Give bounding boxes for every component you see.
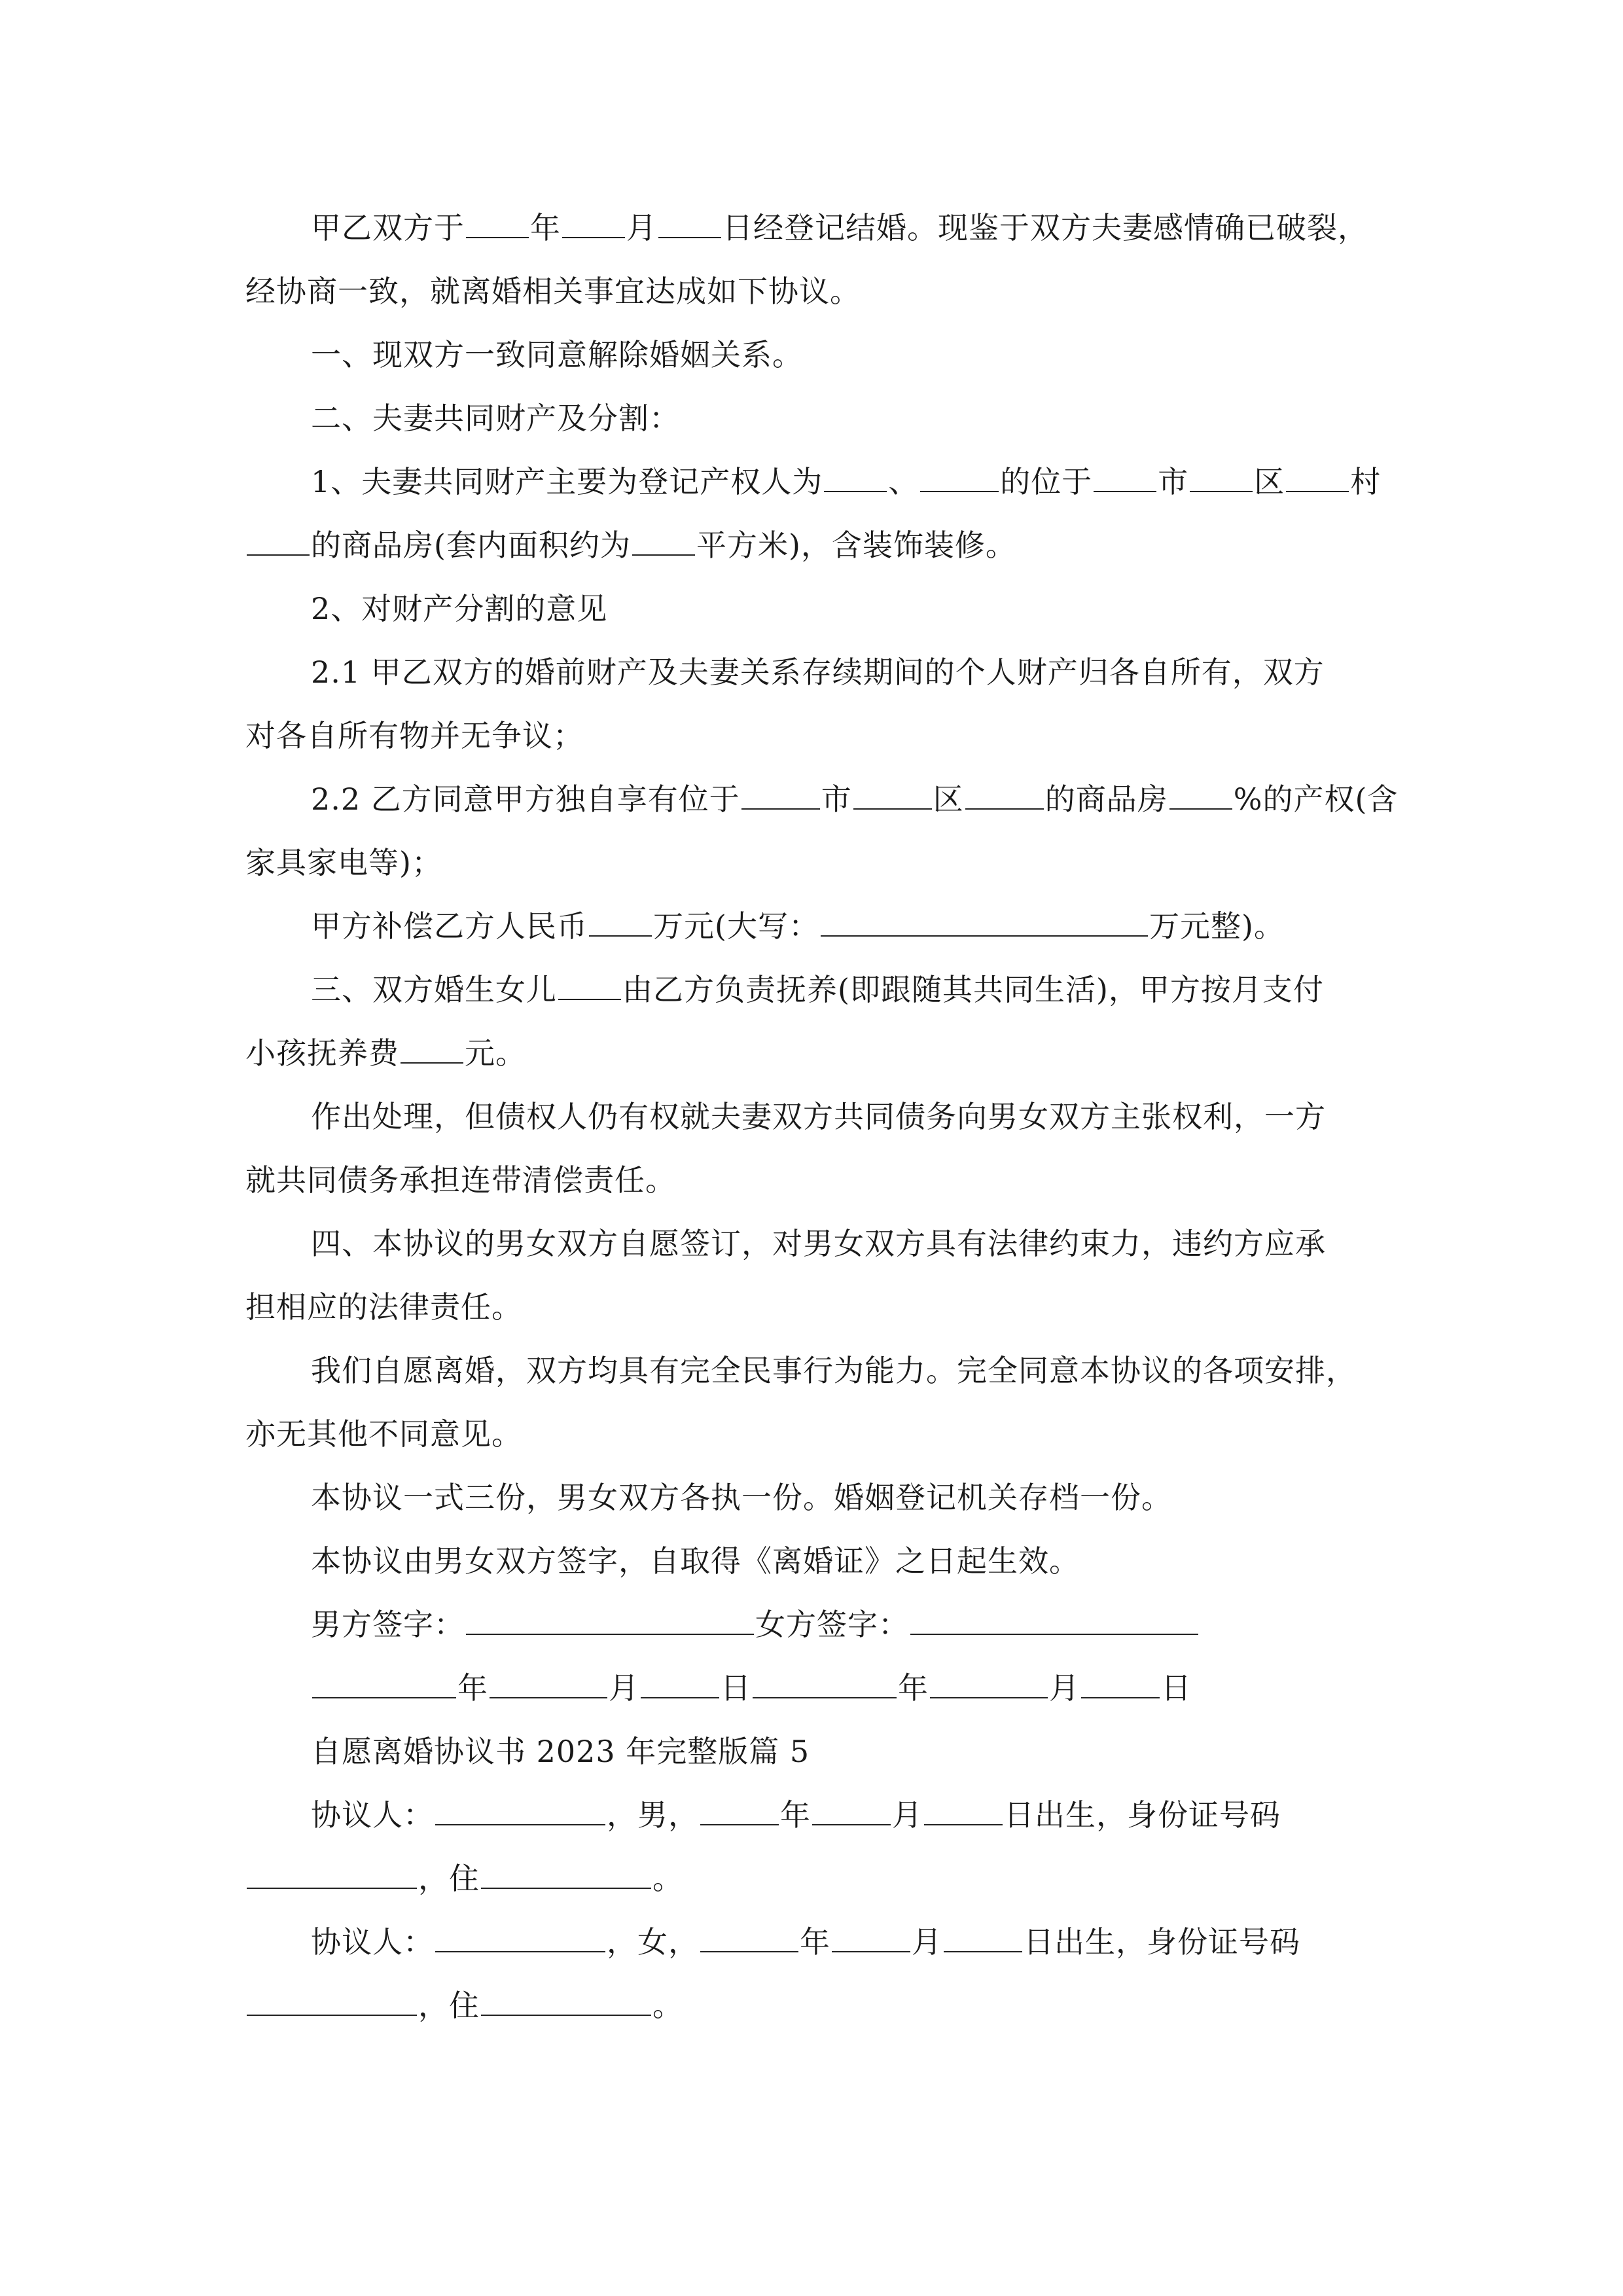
clause-one: 一、现双方一致同意解除婚姻关系。 xyxy=(311,337,803,372)
blank-day-2 xyxy=(1081,1670,1160,1698)
blank-birth-year xyxy=(700,1797,779,1825)
blank-birth-month xyxy=(812,1797,891,1825)
text: 年 xyxy=(780,1797,811,1833)
blank-id xyxy=(247,1861,417,1889)
paragraph-line: 经协商一致，就离婚相关事宜达成如下协议。 xyxy=(245,274,861,309)
blank-name xyxy=(435,1924,605,1952)
blank-city xyxy=(741,781,820,810)
clause-division-heading: 2、对财产分割的意见 xyxy=(311,591,608,626)
clause-two-heading: 二、夫妻共同财产及分割： xyxy=(311,401,680,436)
blank-year xyxy=(466,210,529,238)
blank-owner-1 xyxy=(824,464,887,492)
clause-2-1-cont: 对各自所有物并无争议； xyxy=(245,718,584,753)
blank-district xyxy=(853,781,932,810)
text: 月 xyxy=(912,1924,942,1960)
blank-birth-month xyxy=(832,1924,910,1952)
voluntary-statement-cont: 亦无其他不同意见。 xyxy=(245,1416,522,1452)
blank-birth-year xyxy=(700,1924,798,1952)
date-line xyxy=(245,1657,1417,1720)
blank-property xyxy=(247,528,310,556)
clause-three xyxy=(245,958,1417,1022)
text: 日 xyxy=(1161,1670,1192,1706)
clause-2-2 xyxy=(245,768,1417,831)
blank-address xyxy=(481,1861,651,1889)
text: 1、夫妻共同财产主要为登记产权人为 xyxy=(311,464,823,499)
text: 小孩抚养费 xyxy=(245,1035,399,1071)
text: 市 xyxy=(821,781,852,817)
blank-birth-day xyxy=(924,1797,1003,1825)
text: 甲乙双方于 xyxy=(311,210,465,245)
compensation-line xyxy=(245,895,1417,958)
blank-year-2 xyxy=(753,1670,897,1698)
blank-male-signature xyxy=(466,1607,754,1635)
text: 协议人 xyxy=(311,1924,403,1960)
blank-percent xyxy=(1169,781,1232,810)
blank-address xyxy=(481,1988,651,2016)
copies-statement: 本协议一式三份，男女双方各执一份。婚姻登记机关存档一份。 xyxy=(311,1480,1172,1515)
text: 由乙方负责抚养(即跟随其共同生活)，甲方按月支付 xyxy=(622,972,1324,1007)
effective-statement: 本协议由男女双方签字，自取得《离婚证》之日起生效。 xyxy=(311,1543,1080,1579)
text: 的位于 xyxy=(1000,464,1093,499)
text: 年 xyxy=(457,1670,488,1706)
text: 月 xyxy=(626,210,657,245)
paragraph-marriage-date xyxy=(245,196,1417,260)
text: 日经登记结婚。现鉴于双方夫妻感情确已破裂， xyxy=(722,210,1368,245)
blank-location xyxy=(965,781,1044,810)
text: 男方签字： xyxy=(311,1607,465,1642)
text: 区 xyxy=(933,781,964,817)
text: ，住 xyxy=(418,1988,480,2023)
blank-month-2 xyxy=(930,1670,1048,1698)
text: 月 xyxy=(609,1670,639,1706)
party-male-cont xyxy=(245,1847,1417,1910)
text: 协议人： xyxy=(311,1797,434,1833)
text: 月 xyxy=(892,1797,923,1833)
text: 年 xyxy=(800,1924,830,1960)
party-female-cont xyxy=(245,1974,1417,2037)
blank-id xyxy=(247,1988,417,2016)
voluntary-statement: 我们自愿离婚，双方均具有完全民事行为能力。完全同意本协议的各项安排， xyxy=(311,1353,1357,1388)
clause-three-cont xyxy=(245,1022,1417,1085)
text: 2.2 乙方同意甲方独自享有位于 xyxy=(311,781,740,817)
debt-clause: 作出处理，但债权人仍有权就夫妻双方共同债务向男女双方主张权利，一方 xyxy=(311,1099,1326,1134)
text: 三、双方婚生女儿 xyxy=(311,972,557,1007)
text: 年 xyxy=(530,210,561,245)
text: 、 xyxy=(888,464,919,499)
text: ，男， xyxy=(607,1797,699,1833)
clause-2-1: 2.1 甲乙双方的婚前财产及夫妻关系存续期间的个人财产归各自所有，双方 xyxy=(311,655,1325,690)
debt-clause-cont: 就共同债务承担连带清偿责任。 xyxy=(245,1162,676,1198)
clause-four-cont: 担相应的法律责任。 xyxy=(245,1289,522,1325)
text: 。 xyxy=(652,1988,683,2023)
text: 女方签字： xyxy=(755,1607,909,1642)
document-body xyxy=(245,196,1417,2037)
signature-line xyxy=(245,1593,1417,1657)
blank-amount xyxy=(589,908,652,937)
text: 日出生，身份证号码 xyxy=(1004,1797,1281,1833)
text: ： xyxy=(403,1924,434,1960)
text: 。 xyxy=(652,1861,683,1896)
text: %的产权(含 xyxy=(1233,781,1399,817)
clause-property xyxy=(245,450,1417,514)
text: 甲方补偿乙方人民币 xyxy=(311,908,588,944)
blank-month xyxy=(562,210,625,238)
clause-four: 四、本协议的男女双方自愿签订，对男女双方具有法律约束力，违约方应承 xyxy=(311,1226,1326,1261)
party-male xyxy=(245,1784,1417,1847)
blank-area xyxy=(632,528,695,556)
blank-owner-2 xyxy=(920,464,999,492)
blank-city xyxy=(1094,464,1156,492)
text: 元。 xyxy=(465,1035,526,1071)
text: 日 xyxy=(721,1670,751,1706)
text: ，住 xyxy=(418,1861,480,1896)
blank-name xyxy=(435,1797,605,1825)
text: 年 xyxy=(898,1670,929,1706)
blank-female-signature xyxy=(910,1607,1198,1635)
blank-day-1 xyxy=(641,1670,719,1698)
blank-village xyxy=(1286,464,1349,492)
text: 平方米)，含装饰装修。 xyxy=(696,528,1016,563)
clause-property-cont xyxy=(245,514,1417,577)
text: 村 xyxy=(1350,464,1382,499)
text: 区 xyxy=(1254,464,1285,499)
blank-amount-written xyxy=(821,908,1148,937)
text: 市 xyxy=(1158,464,1189,499)
text: ，女， xyxy=(607,1924,699,1960)
blank-support-fee xyxy=(401,1035,463,1064)
text: 万元整)。 xyxy=(1149,908,1285,944)
text: 的商品房 xyxy=(1044,781,1168,817)
blank-birth-day xyxy=(944,1924,1022,1952)
blank-day xyxy=(658,210,721,238)
text: 的商品房(套内面积约为 xyxy=(311,528,631,563)
blank-year-1 xyxy=(312,1670,456,1698)
text: 月 xyxy=(1049,1670,1080,1706)
party-female xyxy=(245,1910,1417,1974)
blank-month-1 xyxy=(490,1670,607,1698)
clause-2-2-cont: 家具家电等)； xyxy=(245,845,442,880)
blank-district xyxy=(1190,464,1253,492)
blank-daughter-name xyxy=(558,972,621,1000)
text: 日出生，身份证号码 xyxy=(1024,1924,1300,1960)
text: 万元(大写： xyxy=(653,908,819,944)
section-title: 自愿离婚协议书 2023 年完整版篇 5 xyxy=(311,1734,810,1769)
